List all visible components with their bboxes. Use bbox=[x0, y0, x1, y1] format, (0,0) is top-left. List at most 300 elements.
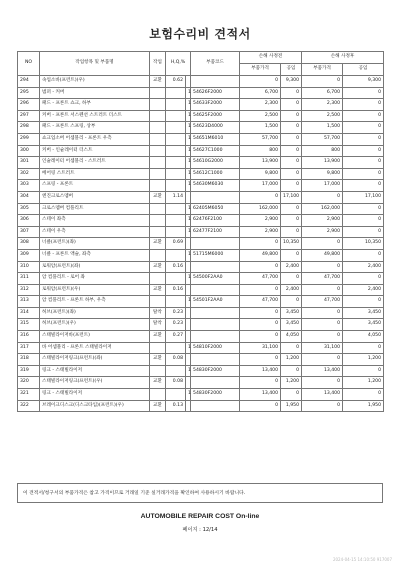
row-quantity: 1 bbox=[186, 249, 191, 261]
row-work-type bbox=[150, 157, 166, 169]
row-item-name: 너클 - 프론트 액슬, 좌측 bbox=[40, 249, 150, 261]
row-work-type bbox=[150, 249, 166, 261]
row-after-labor: 0 bbox=[343, 342, 384, 354]
row-before-labor: 2,400 bbox=[281, 284, 302, 296]
row-work-type bbox=[150, 226, 166, 238]
row-after-part-price: 0 bbox=[302, 284, 343, 296]
row-before-part-price: 13,400 bbox=[240, 389, 281, 401]
table-row bbox=[18, 354, 384, 366]
header-after-labor: 공임 bbox=[343, 64, 384, 76]
row-work-type bbox=[150, 342, 166, 354]
row-before-labor: 0 bbox=[281, 215, 302, 227]
table-row bbox=[18, 226, 384, 238]
table-row bbox=[18, 215, 384, 227]
row-before-part-price: 13,900 bbox=[240, 157, 281, 169]
row-before-labor: 0 bbox=[281, 180, 302, 192]
row-after-labor: 10,350 bbox=[343, 238, 384, 250]
table-row bbox=[18, 203, 384, 215]
header-no: NO bbox=[18, 52, 40, 76]
row-item-name: 브레이크디스크(디스크타입)(프런트)(우) bbox=[40, 400, 150, 412]
row-before-labor: 0 bbox=[281, 249, 302, 261]
table-row bbox=[18, 400, 384, 412]
header-work: 작업 bbox=[150, 52, 166, 76]
row-no: 321 bbox=[18, 389, 40, 401]
row-hq bbox=[166, 215, 186, 227]
row-before-labor: 17,100 bbox=[281, 191, 302, 203]
row-before-labor: 1,200 bbox=[281, 354, 302, 366]
table-row bbox=[18, 296, 384, 308]
row-hq bbox=[166, 365, 186, 377]
row-work-type bbox=[150, 203, 166, 215]
row-after-part-price: 0 bbox=[302, 354, 343, 366]
row-before-labor: 10,350 bbox=[281, 238, 302, 250]
row-part-code bbox=[191, 191, 240, 203]
row-hq: 0.16 bbox=[166, 261, 186, 273]
row-no: 301 bbox=[18, 157, 40, 169]
row-no: 302 bbox=[18, 168, 40, 180]
row-no: 312 bbox=[18, 284, 40, 296]
row-part-code bbox=[191, 284, 240, 296]
row-hq bbox=[166, 99, 186, 111]
table-row bbox=[18, 168, 384, 180]
row-item-name: 링크 - 스태빌라이저 bbox=[40, 365, 150, 377]
table-row bbox=[18, 145, 384, 157]
row-after-labor: 0 bbox=[343, 273, 384, 285]
row-after-labor: 0 bbox=[343, 133, 384, 145]
row-part-code bbox=[191, 261, 240, 273]
row-before-part-price: 800 bbox=[240, 145, 281, 157]
row-after-part-price: 0 bbox=[302, 261, 343, 273]
row-before-labor: 0 bbox=[281, 168, 302, 180]
row-before-part-price: 57,700 bbox=[240, 133, 281, 145]
row-item-name: 허브(프런트)(좌) bbox=[40, 307, 150, 319]
row-work-type bbox=[150, 145, 166, 157]
row-before-labor: 0 bbox=[281, 145, 302, 157]
table-row bbox=[18, 133, 384, 145]
row-after-labor: 0 bbox=[343, 110, 384, 122]
row-work-type: 교환 bbox=[150, 377, 166, 389]
row-before-part-price: 31,100 bbox=[240, 342, 281, 354]
row-quantity: 1 bbox=[186, 215, 191, 227]
row-after-part-price: 0 bbox=[302, 377, 343, 389]
row-after-part-price: 2,900 bbox=[302, 215, 343, 227]
row-no: 299 bbox=[18, 133, 40, 145]
row-before-labor: 0 bbox=[281, 203, 302, 215]
row-part-code bbox=[191, 307, 240, 319]
row-work-type bbox=[150, 273, 166, 285]
row-hq: 1.14 bbox=[166, 191, 186, 203]
row-quantity: 1 bbox=[186, 110, 191, 122]
row-before-part-price: 1,500 bbox=[240, 122, 281, 134]
table-row bbox=[18, 180, 384, 192]
header-before-assessment: 손해 사정전 bbox=[240, 52, 302, 64]
row-before-part-price: 49,800 bbox=[240, 249, 281, 261]
row-after-labor: 1,950 bbox=[343, 400, 384, 412]
row-part-code: 62476F2100 bbox=[191, 215, 240, 227]
row-item-name: 스태빌라이저바(프런트) bbox=[40, 331, 150, 343]
row-before-part-price: 47,700 bbox=[240, 296, 281, 308]
row-after-labor: 0 bbox=[343, 215, 384, 227]
header-hq: H,Q,% bbox=[166, 52, 191, 76]
row-before-part-price: 0 bbox=[240, 400, 281, 412]
row-after-labor: 3,450 bbox=[343, 307, 384, 319]
row-hq: 0.08 bbox=[166, 354, 186, 366]
row-hq bbox=[166, 296, 186, 308]
row-item-name: 커버 - 프론트 서스펜션 스트러트 더스트 bbox=[40, 110, 150, 122]
row-before-part-price: 2,300 bbox=[240, 99, 281, 111]
row-before-part-price: 2,900 bbox=[240, 215, 281, 227]
row-part-code bbox=[191, 319, 240, 331]
row-no: 314 bbox=[18, 307, 40, 319]
row-part-code: 54627C1000 bbox=[191, 145, 240, 157]
row-before-part-price: 0 bbox=[240, 238, 281, 250]
row-after-labor: 0 bbox=[343, 296, 384, 308]
row-item-name: 범퍼 - 커버 bbox=[40, 87, 150, 99]
row-no: 319 bbox=[18, 365, 40, 377]
row-part-code: 62405M6050 bbox=[191, 203, 240, 215]
table-row bbox=[18, 261, 384, 273]
row-after-labor: 0 bbox=[343, 168, 384, 180]
table-row bbox=[18, 249, 384, 261]
row-no: 322 bbox=[18, 400, 40, 412]
footer-title: AUTOMOBILE REPAIR COST On-line bbox=[140, 513, 260, 520]
row-item-name: 암 컴플리트 - 프론트 하부, 우측 bbox=[40, 296, 150, 308]
row-hq bbox=[166, 180, 186, 192]
row-work-type: 교환 bbox=[150, 191, 166, 203]
row-before-part-price: 0 bbox=[240, 284, 281, 296]
row-part-code bbox=[191, 400, 240, 412]
row-hq: 0.69 bbox=[166, 238, 186, 250]
row-before-part-price: 13,400 bbox=[240, 365, 281, 377]
table-row bbox=[18, 157, 384, 169]
row-after-labor: 0 bbox=[343, 249, 384, 261]
row-work-type: 탈착 bbox=[150, 319, 166, 331]
row-after-part-price: 1,500 bbox=[302, 122, 343, 134]
row-after-part-price: 47,700 bbox=[302, 296, 343, 308]
row-before-labor: 3,450 bbox=[281, 319, 302, 331]
row-before-part-price: 0 bbox=[240, 191, 281, 203]
row-after-part-price: 13,400 bbox=[302, 365, 343, 377]
row-part-code bbox=[191, 76, 240, 88]
row-hq bbox=[166, 122, 186, 134]
table-row bbox=[18, 273, 384, 285]
row-hq bbox=[166, 168, 186, 180]
row-before-part-price: 162,000 bbox=[240, 203, 281, 215]
row-quantity: 1 bbox=[186, 203, 191, 215]
row-before-part-price: 17,000 bbox=[240, 180, 281, 192]
row-part-code: 54501F2AA0 bbox=[191, 296, 240, 308]
row-item-name: 너클(프런트)(좌) bbox=[40, 238, 150, 250]
row-work-type bbox=[150, 168, 166, 180]
table-row bbox=[18, 76, 384, 88]
row-part-code: 54830F2000 bbox=[191, 365, 240, 377]
row-item-name: 허브(프런트)(우) bbox=[40, 319, 150, 331]
row-before-part-price: 0 bbox=[240, 307, 281, 319]
row-item-name: 스태빌라이저링크(프런트)(우) bbox=[40, 377, 150, 389]
row-no: 305 bbox=[18, 203, 40, 215]
row-after-part-price: 2,300 bbox=[302, 99, 343, 111]
row-before-labor: 0 bbox=[281, 87, 302, 99]
page-number: 페이지 : 12/14 bbox=[182, 527, 218, 533]
row-hq bbox=[166, 203, 186, 215]
row-part-code: 54610G2000 bbox=[191, 157, 240, 169]
header-after-part-price: 부품가격 bbox=[302, 64, 343, 76]
row-item-name: 바 어셈블리 - 프론트 스태빌라이저 bbox=[40, 342, 150, 354]
row-part-code: 62477F2100 bbox=[191, 226, 240, 238]
row-work-type: 교환 bbox=[150, 261, 166, 273]
table-row bbox=[18, 191, 384, 203]
row-before-part-price: 2,500 bbox=[240, 110, 281, 122]
row-before-labor: 0 bbox=[281, 99, 302, 111]
row-part-code bbox=[191, 331, 240, 343]
price-notice: 이 견적서/청구서의 부품가격은 참고 가격이므로 거래일 기준 실거래가격을 확인하여 사용하시기 바랍니다. bbox=[17, 483, 383, 503]
row-hq: 0.23 bbox=[166, 319, 186, 331]
row-quantity: 1 bbox=[186, 389, 191, 401]
row-quantity: 1 bbox=[186, 296, 191, 308]
row-quantity: 1 bbox=[186, 145, 191, 157]
row-before-labor: 0 bbox=[281, 365, 302, 377]
table-row bbox=[18, 307, 384, 319]
row-after-part-price: 57,700 bbox=[302, 133, 343, 145]
row-item-name: 베어링 스트러트 bbox=[40, 168, 150, 180]
table-row bbox=[18, 331, 384, 343]
row-before-labor: 0 bbox=[281, 122, 302, 134]
row-item-name: 쇼크업소버 어셈블리 - 프론트 우측 bbox=[40, 133, 150, 145]
row-after-part-price: 17,000 bbox=[302, 180, 343, 192]
row-after-labor: 2,400 bbox=[343, 284, 384, 296]
row-before-labor: 3,450 bbox=[281, 307, 302, 319]
row-work-type bbox=[150, 87, 166, 99]
row-part-code: 54810F2000 bbox=[191, 342, 240, 354]
table-row bbox=[18, 319, 384, 331]
row-before-labor: 9,300 bbox=[281, 76, 302, 88]
row-after-labor: 0 bbox=[343, 389, 384, 401]
row-quantity: 1 bbox=[186, 87, 191, 99]
row-part-code: 54623D4000 bbox=[191, 122, 240, 134]
header-item: 작업항목 및 부품명 bbox=[40, 52, 150, 76]
row-work-type bbox=[150, 389, 166, 401]
row-quantity: 1 bbox=[186, 168, 191, 180]
table-row bbox=[18, 99, 384, 111]
row-work-type: 교환 bbox=[150, 284, 166, 296]
row-before-part-price: 0 bbox=[240, 377, 281, 389]
row-quantity: 1 bbox=[186, 157, 191, 169]
row-item-name: 인슐레이터 어셈블리 - 스트러트 bbox=[40, 157, 150, 169]
row-before-labor: 0 bbox=[281, 226, 302, 238]
page-title: 보험수리비 견적서 bbox=[149, 27, 251, 41]
row-no: 318 bbox=[18, 354, 40, 366]
row-before-labor: 0 bbox=[281, 110, 302, 122]
row-quantity: 1 bbox=[186, 122, 191, 134]
row-hq: 0.62 bbox=[166, 76, 186, 88]
row-after-part-price: 13,400 bbox=[302, 389, 343, 401]
row-part-code: 54633F2000 bbox=[191, 99, 240, 111]
row-item-name: 커버 - 인슐레이터 더스트 bbox=[40, 145, 150, 157]
row-item-name: 로워암(프런트)(좌) bbox=[40, 261, 150, 273]
header-before-part-price: 부품가격 bbox=[240, 64, 281, 76]
row-after-labor: 0 bbox=[343, 99, 384, 111]
row-hq bbox=[166, 157, 186, 169]
row-item-name: 엔진크로스멤버 bbox=[40, 191, 150, 203]
row-hq: 0.08 bbox=[166, 377, 186, 389]
row-no: 308 bbox=[18, 238, 40, 250]
row-before-labor: 2,400 bbox=[281, 261, 302, 273]
table-row bbox=[18, 110, 384, 122]
row-quantity: 1 bbox=[186, 342, 191, 354]
row-no: 307 bbox=[18, 226, 40, 238]
table-row bbox=[18, 389, 384, 401]
row-hq bbox=[166, 110, 186, 122]
row-item-name: 암 컴플리트 - 로어 좌 bbox=[40, 273, 150, 285]
row-after-labor: 0 bbox=[343, 87, 384, 99]
row-quantity: 1 bbox=[186, 273, 191, 285]
table-row bbox=[18, 238, 384, 250]
row-no: 315 bbox=[18, 319, 40, 331]
row-before-part-price: 0 bbox=[240, 331, 281, 343]
row-part-code bbox=[191, 238, 240, 250]
row-part-code: 54612C1000 bbox=[191, 168, 240, 180]
row-work-type: 교환 bbox=[150, 354, 166, 366]
row-hq bbox=[166, 87, 186, 99]
row-quantity: 1 bbox=[186, 180, 191, 192]
row-after-labor: 2,400 bbox=[343, 261, 384, 273]
row-after-part-price: 0 bbox=[302, 191, 343, 203]
row-after-part-price: 9,800 bbox=[302, 168, 343, 180]
row-work-type bbox=[150, 133, 166, 145]
table-row bbox=[18, 87, 384, 99]
row-item-name: 속업소바(프런트)(우) bbox=[40, 76, 150, 88]
row-part-code bbox=[191, 354, 240, 366]
header-after-assessment: 손해 사정후 bbox=[302, 52, 384, 64]
row-after-part-price: 162,000 bbox=[302, 203, 343, 215]
estimate-table bbox=[17, 51, 384, 412]
row-no: 317 bbox=[18, 342, 40, 354]
row-part-code: 54651M6010 bbox=[191, 133, 240, 145]
row-item-name: 패드 - 프론트 쇼크, 하부 bbox=[40, 99, 150, 111]
row-after-labor: 1,200 bbox=[343, 354, 384, 366]
row-before-labor: 0 bbox=[281, 296, 302, 308]
row-no: 298 bbox=[18, 122, 40, 134]
row-hq bbox=[166, 145, 186, 157]
row-before-labor: 0 bbox=[281, 133, 302, 145]
row-no: 313 bbox=[18, 296, 40, 308]
row-part-code: 54625F2000 bbox=[191, 110, 240, 122]
row-part-code: 54630M6030 bbox=[191, 180, 240, 192]
row-before-part-price: 0 bbox=[240, 354, 281, 366]
row-hq bbox=[166, 226, 186, 238]
header-part-code: 부품코드 bbox=[191, 52, 240, 76]
row-hq: 0.27 bbox=[166, 331, 186, 343]
row-before-part-price: 0 bbox=[240, 319, 281, 331]
row-before-labor: 0 bbox=[281, 389, 302, 401]
row-after-part-price: 0 bbox=[302, 76, 343, 88]
row-after-labor: 0 bbox=[343, 157, 384, 169]
row-item-name: 스프링 - 프론트 bbox=[40, 180, 150, 192]
row-item-name: 로워암(프런트)(우) bbox=[40, 284, 150, 296]
row-no: 304 bbox=[18, 191, 40, 203]
row-work-type bbox=[150, 110, 166, 122]
row-no: 320 bbox=[18, 377, 40, 389]
row-after-labor: 9,300 bbox=[343, 76, 384, 88]
row-hq bbox=[166, 389, 186, 401]
row-hq bbox=[166, 342, 186, 354]
row-no: 297 bbox=[18, 110, 40, 122]
row-after-part-price: 6,700 bbox=[302, 87, 343, 99]
row-before-labor: 1,950 bbox=[281, 400, 302, 412]
row-no: 311 bbox=[18, 273, 40, 285]
row-item-name: 링크 - 스태빌라이저 bbox=[40, 389, 150, 401]
table-row bbox=[18, 284, 384, 296]
header-before-labor: 공임 bbox=[281, 64, 302, 76]
row-quantity: 1 bbox=[186, 99, 191, 111]
print-timestamp: 2024-04-15 14:10:50 917007 bbox=[332, 557, 392, 562]
row-hq bbox=[166, 273, 186, 285]
row-part-code: 51715M6000 bbox=[191, 249, 240, 261]
row-after-part-price: 31,100 bbox=[302, 342, 343, 354]
row-after-labor: 0 bbox=[343, 226, 384, 238]
row-hq: 0.23 bbox=[166, 307, 186, 319]
row-after-part-price: 0 bbox=[302, 331, 343, 343]
row-work-type: 교환 bbox=[150, 400, 166, 412]
row-before-part-price: 47,700 bbox=[240, 273, 281, 285]
row-item-name: 크로스멤버 컴플리트 bbox=[40, 203, 150, 215]
row-item-name: 스테이 우측 bbox=[40, 226, 150, 238]
row-work-type bbox=[150, 215, 166, 227]
row-no: 295 bbox=[18, 87, 40, 99]
table-row bbox=[18, 365, 384, 377]
row-quantity: 1 bbox=[186, 133, 191, 145]
row-hq: 0.13 bbox=[166, 400, 186, 412]
row-after-labor: 0 bbox=[343, 180, 384, 192]
row-after-part-price: 0 bbox=[302, 319, 343, 331]
row-hq bbox=[166, 133, 186, 145]
row-work-type: 교환 bbox=[150, 331, 166, 343]
row-no: 306 bbox=[18, 215, 40, 227]
row-part-code: 54500F2AA0 bbox=[191, 273, 240, 285]
row-after-part-price: 49,800 bbox=[302, 249, 343, 261]
row-before-part-price: 6,700 bbox=[240, 87, 281, 99]
row-no: 303 bbox=[18, 180, 40, 192]
row-item-name: 스테이 좌측 bbox=[40, 215, 150, 227]
row-after-part-price: 0 bbox=[302, 400, 343, 412]
row-after-labor: 0 bbox=[343, 145, 384, 157]
row-after-labor: 4,050 bbox=[343, 331, 384, 343]
estimate-rows bbox=[18, 76, 384, 412]
row-before-part-price: 0 bbox=[240, 76, 281, 88]
row-work-type: 교환 bbox=[150, 238, 166, 250]
row-no: 316 bbox=[18, 331, 40, 343]
row-after-part-price: 0 bbox=[302, 238, 343, 250]
row-before-part-price: 2,900 bbox=[240, 226, 281, 238]
row-no: 294 bbox=[18, 76, 40, 88]
row-item-name: 패드 - 프론트 스프링, 상부 bbox=[40, 122, 150, 134]
row-after-labor: 3,450 bbox=[343, 319, 384, 331]
row-before-labor: 0 bbox=[281, 157, 302, 169]
row-work-type bbox=[150, 122, 166, 134]
row-before-labor: 4,050 bbox=[281, 331, 302, 343]
row-part-code: 54626F2000 bbox=[191, 87, 240, 99]
row-after-part-price: 0 bbox=[302, 307, 343, 319]
table-row bbox=[18, 342, 384, 354]
row-hq bbox=[166, 249, 186, 261]
row-item-name: 스태빌라이저링크(프런트)(좌) bbox=[40, 354, 150, 366]
row-before-part-price: 9,800 bbox=[240, 168, 281, 180]
row-after-part-price: 800 bbox=[302, 145, 343, 157]
row-no: 296 bbox=[18, 99, 40, 111]
row-work-type bbox=[150, 180, 166, 192]
row-hq: 0.16 bbox=[166, 284, 186, 296]
row-after-part-price: 2,500 bbox=[302, 110, 343, 122]
